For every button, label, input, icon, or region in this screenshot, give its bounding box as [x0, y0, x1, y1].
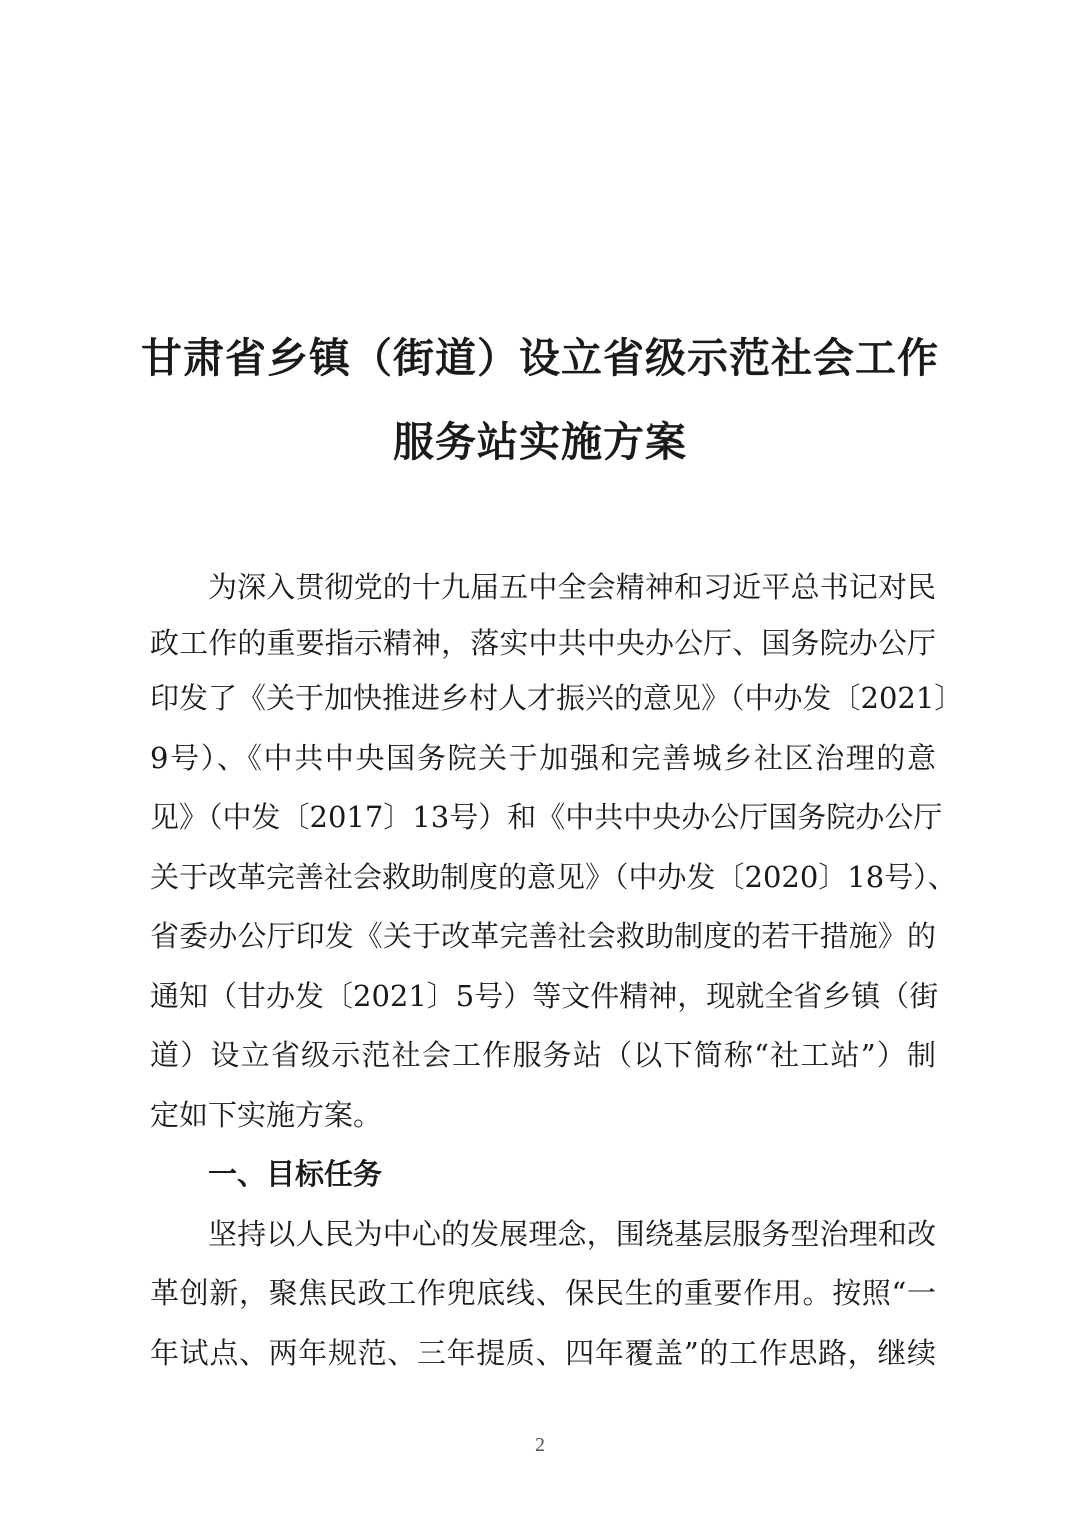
section-paragraph-line: 年试点、两年规范、三年提质、四年覆盖”的工作思路，继续	[150, 1336, 936, 1370]
intro-paragraph-line: 9号）、《中共中央国务院关于加强和完善城乡社区治理的意	[150, 741, 936, 775]
section-heading: 一、目标任务	[208, 1157, 383, 1191]
intro-paragraph-line: 通知（甘办发〔2021〕5号）等文件精神，现就全省乡镇（街	[150, 979, 939, 1013]
intro-paragraph-line: 关于改革完善社会救助制度的意见》（中办发〔2020〕18号）、	[150, 860, 957, 894]
section-paragraph-line: 坚持以人民为中心的发展理念，围绕基层服务型治理和改	[208, 1217, 936, 1251]
document-title-line-2: 服务站实施方案	[393, 418, 687, 466]
document-title-line-1: 甘肃省乡镇（街道）设立省级示范社会工作	[141, 334, 939, 382]
intro-paragraph-line: 政工作的重要指示精神，落实中共中央办公厅、国务院办公厅	[150, 626, 936, 660]
intro-paragraph-line: 见》（中发〔2017〕13号）和《中共中央办公厅国务院办公厅	[150, 800, 943, 834]
intro-paragraph-line: 道）设立省级示范社会工作服务站（以下简称“社工站”）制	[150, 1038, 936, 1072]
section-paragraph-line: 革创新，聚焦民政工作兜底线、保民生的重要作用。按照“一	[150, 1276, 936, 1310]
intro-paragraph-line: 为深入贯彻党的十九届五中全会精神和习近平总书记对民	[208, 570, 936, 604]
intro-paragraph-line: 省委办公厅印发《关于改革完善社会救助制度的若干措施》的	[150, 919, 936, 953]
intro-paragraph-line: 定如下实施方案。	[150, 1098, 383, 1132]
page-number: 2	[535, 1434, 545, 1456]
intro-paragraph-line: 印发了《关于加快推进乡村人才振兴的意见》（中办发〔2021〕	[150, 681, 964, 715]
